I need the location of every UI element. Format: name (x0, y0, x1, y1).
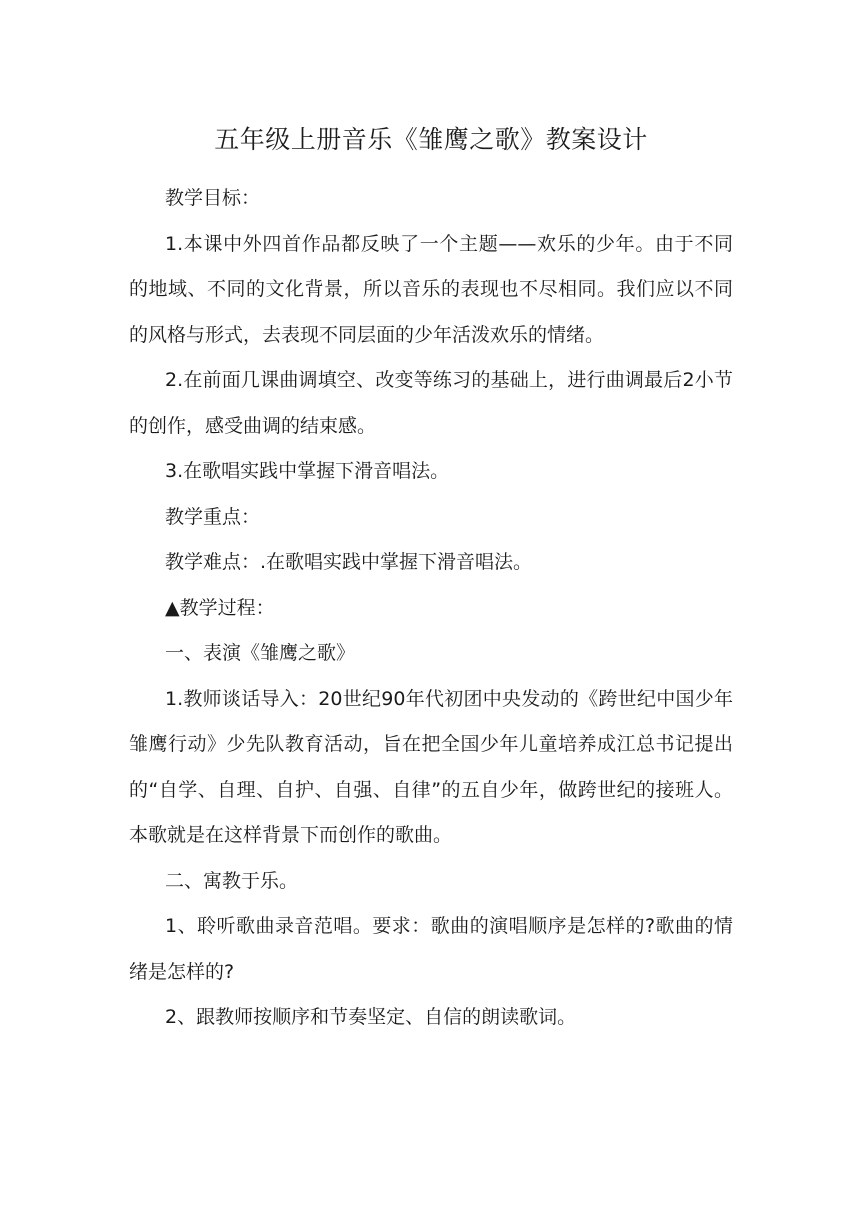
heading-teaching-process: ▲教学过程： (165, 596, 275, 619)
section-2-heading: 二、寓教于乐。 (165, 869, 299, 892)
section-2-item-2: 2、跟教师按顺序和节奏坚定、自信的朗读歌词。 (165, 1006, 577, 1028)
heading-teaching-difficulty: 教学难点：.在歌唱实践中掌握下滑音唱法。 (165, 551, 533, 573)
section-1-item-1: 1.教师谈话导入：20世纪90年代初团中央发动的《跨世纪中国少年雏鹰行动》少先队教育活动，旨在把全国少年儿童培养成江总书记提出的“自学、自理、自护、自强、自律”的五自少年，做跨世纪的接班人。本歌就是在这样背景下而创作的歌曲。 (129, 687, 733, 846)
goal-item-2: 2.在前面几课曲调填空、改变等练习的基础上，进行曲调最后2小节的创作，感受曲调的结束感。 (129, 369, 733, 437)
heading-teaching-focus: 教学重点： (165, 505, 261, 528)
document-page (129, 118, 733, 1041)
section-1-heading: 一、表演《雏鹰之歌》 (165, 642, 356, 664)
section-2-item-1: 1、聆听歌曲录音范唱。要求：歌曲的演唱顺序是怎样的?歌曲的情绪是怎样的? (129, 915, 733, 983)
heading-teaching-goals: 教学目标： (165, 187, 261, 209)
document-title: 五年级上册音乐《雏鹰之歌》教案设计 (214, 125, 648, 154)
goal-item-3: 3.在歌唱实践中掌握下滑音唱法。 (165, 460, 450, 482)
goal-item-1: 1.本课中外四首作品都反映了一个主题——欢乐的少年。由于不同的地域、不同的文化背景，所以音乐的表现也不尽相同。我们应以不同的风格与形式，去表现不同层面的少年活泼欢乐的情绪。 (129, 232, 733, 346)
